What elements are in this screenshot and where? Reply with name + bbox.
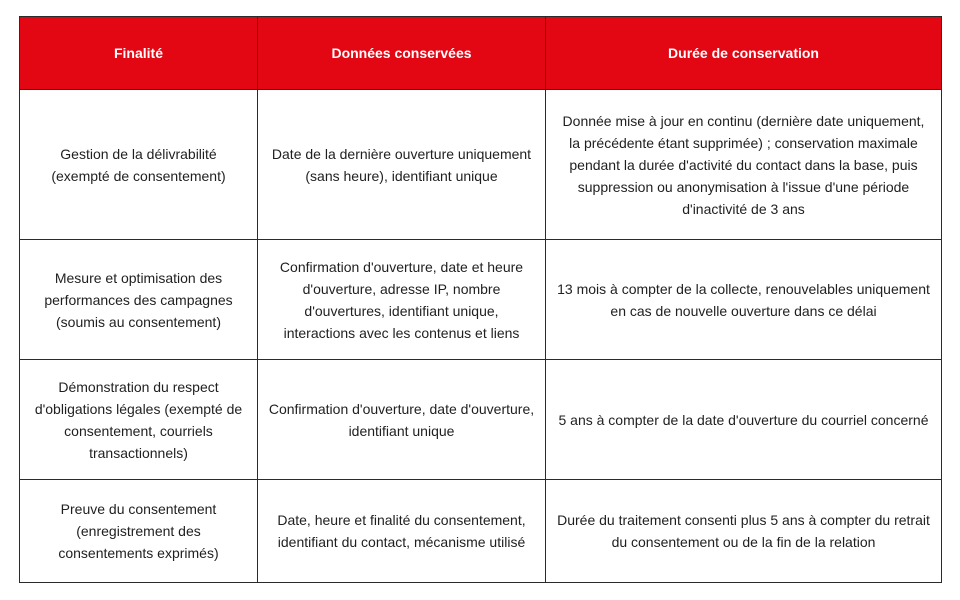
cell-finalite: Gestion de la délivrabilité (exempté de consentement) [20,90,258,240]
table-body [20,90,942,583]
cell-duree: Donnée mise à jour en continu (dernière date uniquement, la précédente étant supprimée) ; conservation maximale pendant la durée d'activité du contact dans la base, puis suppression ou anonymisation à l'issue d'une période d'inactivité de 3 ans [546,90,942,240]
cell-duree: Durée du traitement consenti plus 5 ans à compter du retrait du consentement ou de la fin de la relation [546,480,942,583]
table-row [20,480,942,583]
cell-finalite: Mesure et optimisation des performances des campagnes (soumis au consentement) [20,240,258,360]
header-duree-conservation: Durée de conservation [546,17,942,90]
header-donnees-conservees: Données conservées [258,17,546,90]
table-header [20,17,942,90]
cell-finalite: Preuve du consentement (enregistrement des consentements exprimés) [20,480,258,583]
cell-donnees: Date de la dernière ouverture uniquement (sans heure), identifiant unique [258,90,546,240]
cell-donnees: Date, heure et finalité du consentement, identifiant du contact, mécanisme utilisé [258,480,546,583]
header-finalite: Finalité [20,17,258,90]
cell-finalite: Démonstration du respect d'obligations légales (exempté de consentement, courriels transactionnels) [20,360,258,480]
cell-donnees: Confirmation d'ouverture, date et heure d'ouverture, adresse IP, nombre d'ouvertures, identifiant unique, interactions avec les contenus et liens [258,240,546,360]
cell-donnees: Confirmation d'ouverture, date d'ouverture, identifiant unique [258,360,546,480]
table-row [20,360,942,480]
retention-table [19,16,942,583]
header-row [20,17,942,90]
cell-duree: 5 ans à compter de la date d'ouverture du courriel concerné [546,360,942,480]
table-row [20,240,942,360]
cell-duree: 13 mois à compter de la collecte, renouvelables uniquement en cas de nouvelle ouverture dans ce délai [546,240,942,360]
table-row [20,90,942,240]
